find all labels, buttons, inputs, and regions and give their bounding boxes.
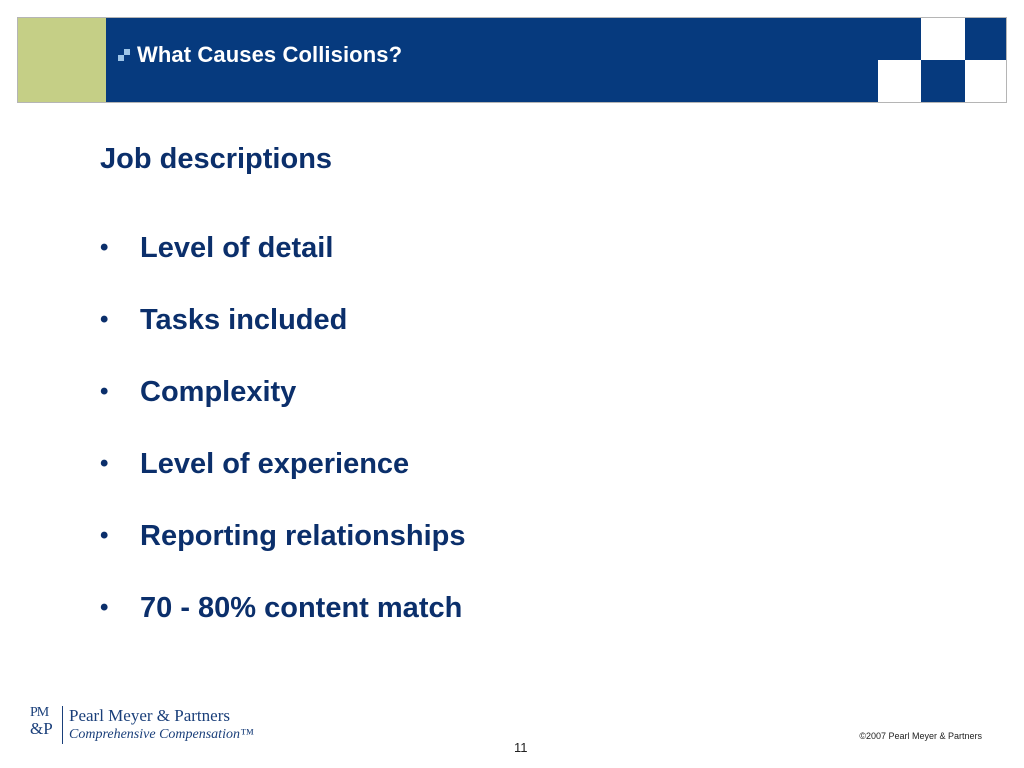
- list-item: [100, 500, 465, 572]
- logo-monogram: PM &P: [30, 705, 53, 738]
- bullet-icon: •: [100, 306, 109, 333]
- title-squares-icon: [118, 49, 131, 62]
- slide-title: [118, 42, 402, 68]
- list-item: [100, 284, 465, 356]
- list-item: [100, 356, 465, 428]
- bullet-icon: •: [100, 594, 109, 621]
- bullet-text: Level of experience: [140, 447, 410, 480]
- checker-square: [965, 60, 1007, 103]
- bullet-text: Tasks included: [140, 303, 348, 336]
- checker-square: [921, 17, 965, 60]
- bullet-list: [100, 212, 465, 644]
- header-accent-block: [17, 17, 106, 103]
- page-number: 11: [514, 740, 528, 755]
- bullet-icon: •: [100, 378, 109, 405]
- bullet-icon: •: [100, 450, 109, 477]
- bullet-text: 70 - 80% content match: [140, 591, 463, 624]
- bullet-text: Level of detail: [140, 231, 334, 264]
- section-heading: Job descriptions: [100, 143, 333, 175]
- checker-square: [878, 60, 921, 103]
- company-name: Pearl Meyer & Partners: [69, 706, 230, 725]
- company-logo: [30, 706, 254, 744]
- bullet-text: Complexity: [140, 375, 297, 408]
- bullet-icon: •: [100, 522, 109, 549]
- bullet-icon: •: [100, 234, 109, 261]
- logo-divider: [62, 706, 63, 744]
- list-item: [100, 572, 465, 644]
- list-item: [100, 428, 465, 500]
- bullet-text: Reporting relationships: [140, 519, 466, 552]
- list-item: [100, 212, 465, 284]
- slide-title-text: What Causes Collisions?: [137, 42, 403, 67]
- copyright-notice: ©2007 Pearl Meyer & Partners: [859, 731, 982, 741]
- company-tagline: Comprehensive Compensation™: [69, 727, 254, 742]
